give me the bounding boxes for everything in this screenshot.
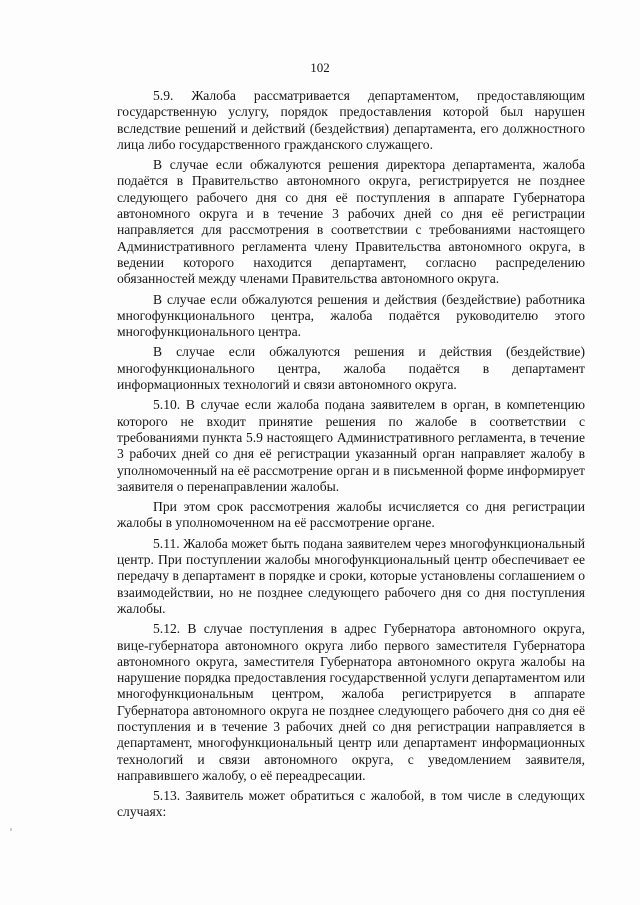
paragraph-mfc-employee-appeal: В случае если обжалуются решения и действия (бездействие) работника многофункционального центра, жалоба подаётся руководителю этого многофункционального центра. [117,291,585,340]
paragraph-5-9: 5.9. Жалоба рассматривается департаментом, предоставляющим государственную услугу, порядок предоставления которой был нарушен вследствие решений и действий (бездействия) департамента, его должностного лица либо государственного гражданского служащего. [117,88,585,152]
paragraph-5-13: 5.13. Заявитель может обратиться с жалобой, в том числе в следующих случаях: [117,788,585,820]
page-number: 102 [310,60,330,75]
paragraph-director-appeal: В случае если обжалуются решения директора департамента, жалоба подаётся в Правительство автономного округа, регистрируется не позднее следующего рабочего дня со дня её поступления в аппарате Губернатора автономного округа и в течение 3 рабочих дней со дня её регистрации направляется для рассмотрения в соответствии с требованиями настоящего Административного регламента члену Правительства автономного округа, в ведении которого находится департамент, согласно распределению обязанностей между членами Правительства автономного округа. [117,157,585,287]
paragraph-review-period: При этом срок рассмотрения жалобы исчисляется со дня регистрации жалобы в уполномоченном на её рассмотрение органе. [117,499,585,531]
paragraph-mfc-appeal: В случае если обжалуются решения и действия (бездействие) многофункционального центра, жалоба подаётся в департамент информационных технологий и связи автономного округа. [117,344,585,393]
paragraph-5-12: 5.12. В случае поступления в адрес Губернатора автономного округа, вице-губернатора автономного округа либо первого заместителя Губернатора автономного округа, заместителя Губернатора автономного округа жалобы на нарушение порядка предоставления государственной услуги департаментом или многофункциональным центром, жалоба регистрируется в аппарате Губернатора автономного округа не позднее следующего рабочего дня со дня её поступления и в течение 3 рабочих дней со дня регистрации направляется в департамент, многофункциональный центр или департамент информационных технологий и связи автономного округа, с уведомлением заявителя, направившего жалобу, о её переадресации. [117,621,585,783]
paragraph-5-11: 5.11. Жалоба может быть подана заявителем через многофункциональный центр. При поступлении жалобы многофункциональный центр обеспечивает ее передачу в департамент в порядке и сроки, которые установлены соглашением о взаимодействии, но не позднее следующего рабочего дня со дня поступления жалобы. [117,535,585,616]
scan-mark [10,828,12,831]
document-body [117,88,585,822]
paragraph-5-10: 5.10. В случае если жалоба подана заявителем в орган, в компетенцию которого не входит принятие решения по жалобе в соответствии с требованиями пункта 5.9 настоящего Административного регламента, в течение 3 рабочих дней со дня её регистрации указанный орган направляет жалобу в уполномоченный на её рассмотрение орган и в письменной форме информирует заявителя о перенаправлении жалобы. [117,397,585,494]
